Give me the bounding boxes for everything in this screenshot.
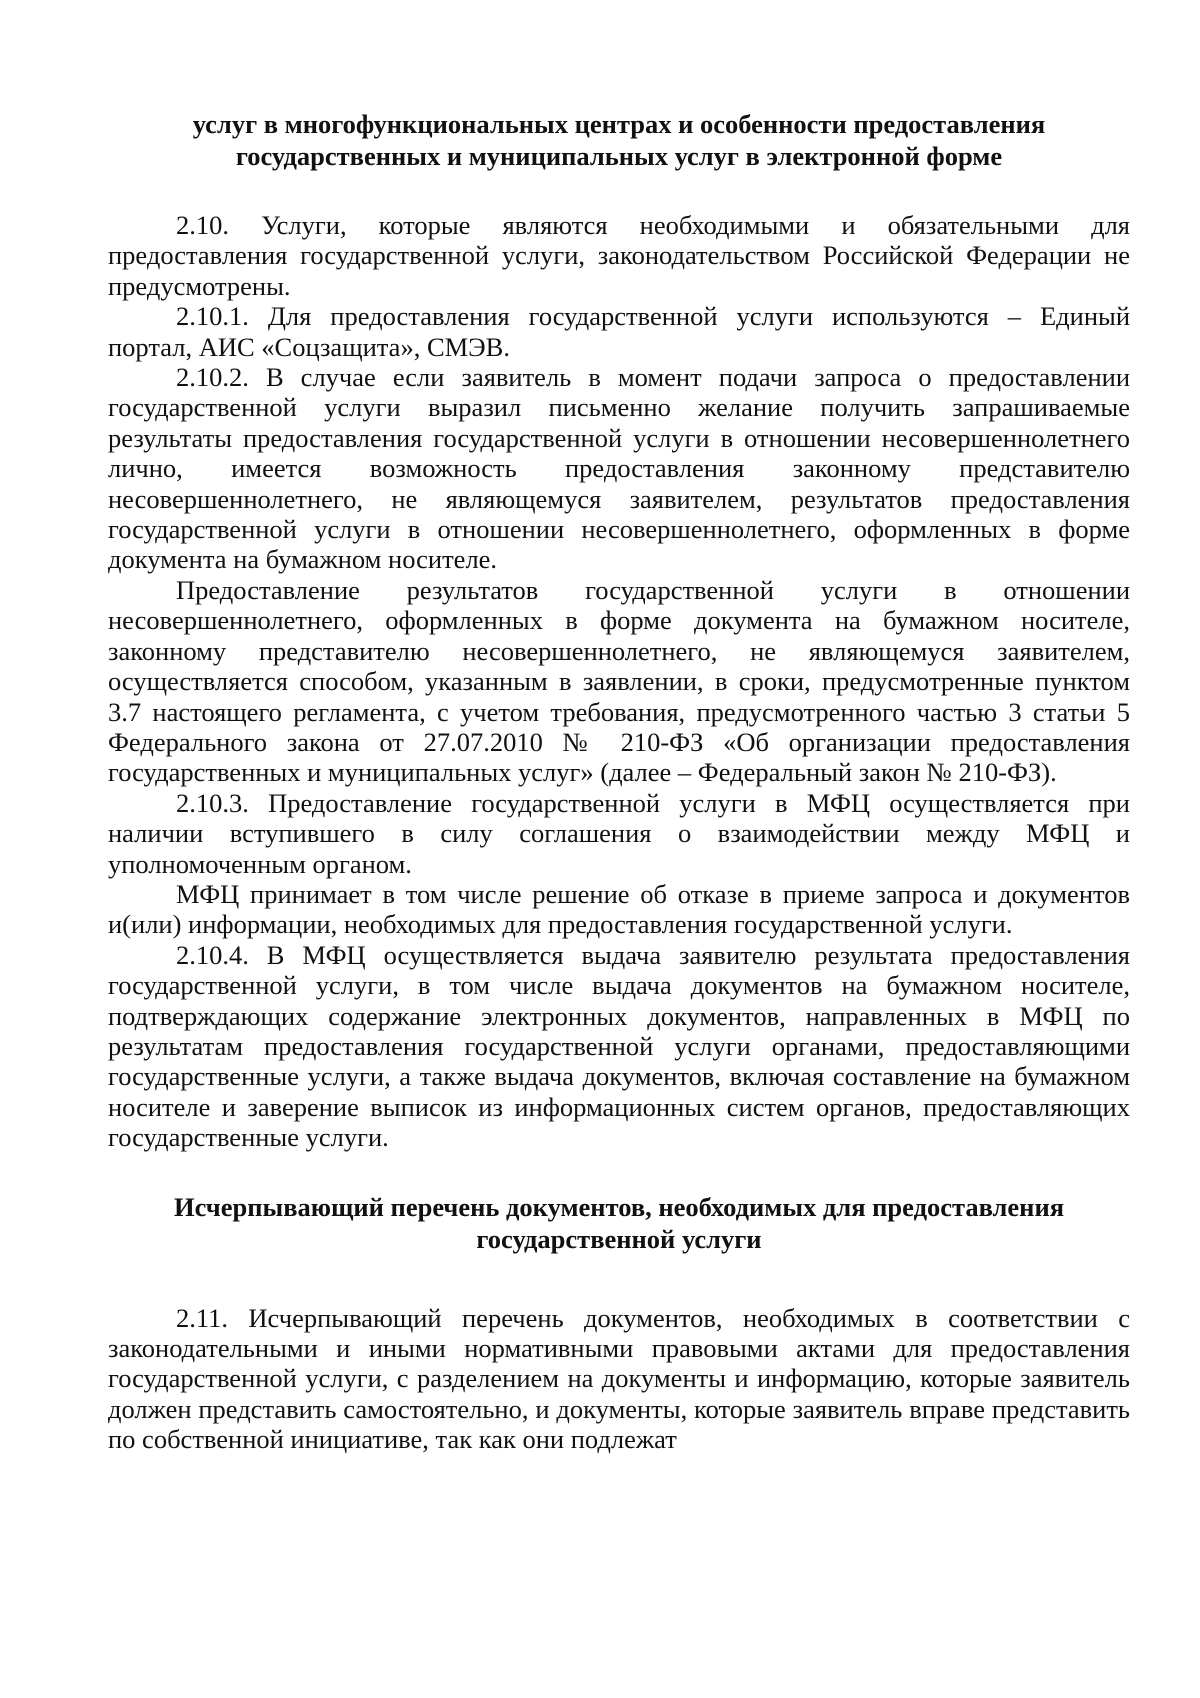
paragraph-2-11: 2.11. Исчерпывающий перечень документов, необходимых в соответствии с законодательными и иными нормативными правовыми актами для предоставления государственной услуги, с разделением на документы и информацию, которые заявитель должен представить самостоятельно, и документы, которые заявитель вправе представить по собственной инициативе, так как они подлежат (108, 1302, 1130, 1455)
heading-line: государственных и муниципальных услуг в электронной форме (235, 141, 1003, 171)
paragraph-2-10-3: 2.10.3. Предоставление государственной услуги в МФЦ осуществляется при наличии вступившего в силу соглашения о взаимодействии между МФЦ и уполномоченным органом. (108, 787, 1130, 879)
section-body-documents (108, 1303, 1130, 1455)
paragraph-2-10-4: 2.10.4. В МФЦ осуществляется выдача заявителю результата предоставления государственной услуги, в том числе выдача документов на бумажном носителе, подтверждающих содержание электронных документов, направленных в МФЦ по результатам предоставления государственной услуги органами, предоставляющими государственные услуги, а также выдача документов, включая составление на бумажном носителе и заверение выписок из информационных систем органов, предоставляющих государственные услуги. (108, 939, 1130, 1153)
heading-line: услуг в многофункциональных центрах и особенности предоставления (192, 109, 1046, 139)
heading-line: Исчерпывающий перечень документов, необходимых для предоставления (173, 1191, 1065, 1222)
paragraph-2-10-2: 2.10.2. В случае если заявитель в момент подачи запроса о предоставлении государственной услуги выразил письменно желание получить запрашиваемые результаты предоставления государственной услуги в отношении несовершеннолетнего лично, имеется возможность предоставления законному представителю несовершеннолетнего, не являющемуся заявителем, результатов предоставления государственной услуги в отношении несовершеннолетнего, оформленных в форме документа на бумажном носителе. (108, 362, 1130, 575)
section-heading-documents (108, 1191, 1130, 1255)
paragraph-mfc-refusal: МФЦ принимает в том числе решение об отказе в приеме запроса и документов и(или) информации, необходимых для предоставления государственной услуги. (108, 878, 1130, 940)
section-body-mfc (108, 210, 1130, 1153)
paragraph-results-minor: Предоставление результатов государственной услуги в отношении несовершеннолетнего, оформленных в форме документа на бумажном носителе, законному представителю несовершеннолетнего, не являющемуся заявителем, осуществляется способом, указанным в заявлении, в сроки, предусмотренные пунктом 3.7 настоящего регламента, с учетом требования, предусмотренного частью 3 статьи 5 Федерального закона от 27.07.2010 № 210-ФЗ «Об организации предоставления государственных и муниципальных услуг» (далее – Федеральный закон № 210-ФЗ). (108, 574, 1130, 788)
section-heading-mfc (108, 108, 1130, 172)
paragraph-2-10-1: 2.10.1. Для предоставления государственной услуги используются – Единый портал, АИС «Соцзащита», СМЭВ. (108, 301, 1130, 362)
paragraph-2-10: 2.10. Услуги, которые являются необходимыми и обязательными для предоставления государственной услуги, законодательством Российской Федерации не предусмотрены. (108, 210, 1130, 301)
heading-line: государственной услуги (476, 1223, 762, 1254)
